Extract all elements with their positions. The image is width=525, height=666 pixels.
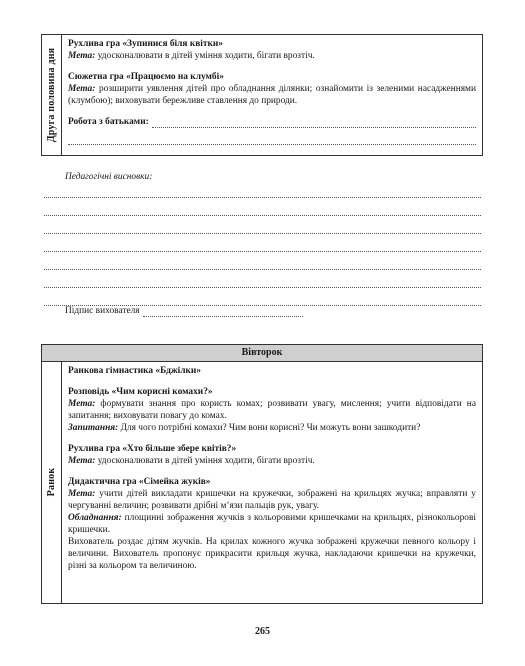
conclusion-line[interactable] [44, 234, 481, 252]
parents-work-line[interactable] [152, 118, 476, 128]
gym-title: Ранкова гімнастика «Бджілки» [68, 366, 201, 376]
plot-game-goal: Мета: розширити уявлення дітей про обладнання ділянки; ознайомити із зеленими насадженнями (клумбою); виховувати бережливе ставлення до природи. [68, 84, 476, 106]
story-questions: Запитання: Для чого потрібні комахи? Чим вони корисні? Чи можуть вони зашкодити? [68, 423, 421, 433]
didactic-equipment: Обладнання: площинні зображення жучків з кольоровими кришечками на крильцях, різнокольорові кришечки. [68, 513, 476, 535]
didactic-goal: Мета: учити дітей викладати кришечки на кружечки, зображені на крильцях жучка; вправляти у чергуванні величин; розвивати дрібні м’язи пальців рук, увагу. [68, 489, 476, 511]
parents-work-line-2[interactable] [68, 132, 476, 145]
conclusion-line[interactable] [44, 180, 481, 198]
side-label-morning: Ранок [45, 467, 57, 497]
parents-work-label: Робота з батьками: [68, 117, 149, 127]
parents-work-row [68, 116, 476, 128]
day-header: Вівторок [42, 345, 482, 362]
game-title: Рухлива гра «Зупинися біля квітки» [68, 39, 223, 49]
conclusion-line[interactable] [44, 252, 481, 270]
game-goal: Мета: удосконалювати в дітей уміння ходити, бігати врозтіч. [68, 51, 315, 61]
didactic-title: Дидактична гра «Сімейка жуків» [68, 477, 211, 487]
conclusion-line[interactable] [44, 198, 481, 216]
conclusions-title: Педагогічні висновки: [65, 172, 153, 182]
signature-label: Підпис вихователя [65, 306, 140, 316]
side-label-afternoon: Друга половина дня [45, 47, 57, 143]
afternoon-content [68, 38, 476, 145]
story-section [68, 386, 476, 434]
afternoon-block [41, 34, 483, 156]
conclusion-line[interactable] [44, 288, 481, 306]
conclusions-lines [44, 180, 481, 306]
conclusion-line[interactable] [44, 216, 481, 234]
story-title: Розповідь «Чим корисні комахи?» [68, 387, 213, 397]
didactic-section [68, 476, 476, 572]
conclusion-line[interactable] [44, 270, 481, 288]
side-column [42, 35, 62, 155]
side-column [42, 361, 62, 603]
morning-content [68, 365, 476, 572]
tuesday-block [41, 344, 483, 604]
game-section [68, 38, 476, 62]
page-number: 265 [255, 626, 270, 637]
game3-section [68, 443, 476, 467]
game3-goal: Мета: удосконалювати в дітей уміння ходити, бігати врозтіч. [68, 456, 315, 466]
story-goal: Мета: формувати знання про користь комах; розвивати увагу, мислення; учити відповідати на запитання; виховувати повагу до комах. [68, 399, 476, 421]
signature-row [65, 305, 303, 317]
plot-game-section [68, 71, 476, 107]
signature-line[interactable] [143, 307, 303, 317]
game3-title: Рухлива гра «Хто більше збере квітів?» [68, 444, 237, 454]
plot-game-title: Сюжетна гра «Працюємо на клумбі» [68, 72, 224, 82]
didactic-description: Вихователь роздає дітям жучків. На крилах кожного жучка зображені кружечки певного кольору і величини. Вихователь пропонує прикрасити крильця жучка, накладаючи кришечки на кружечки, різні за кольором та величиною. [68, 537, 476, 571]
